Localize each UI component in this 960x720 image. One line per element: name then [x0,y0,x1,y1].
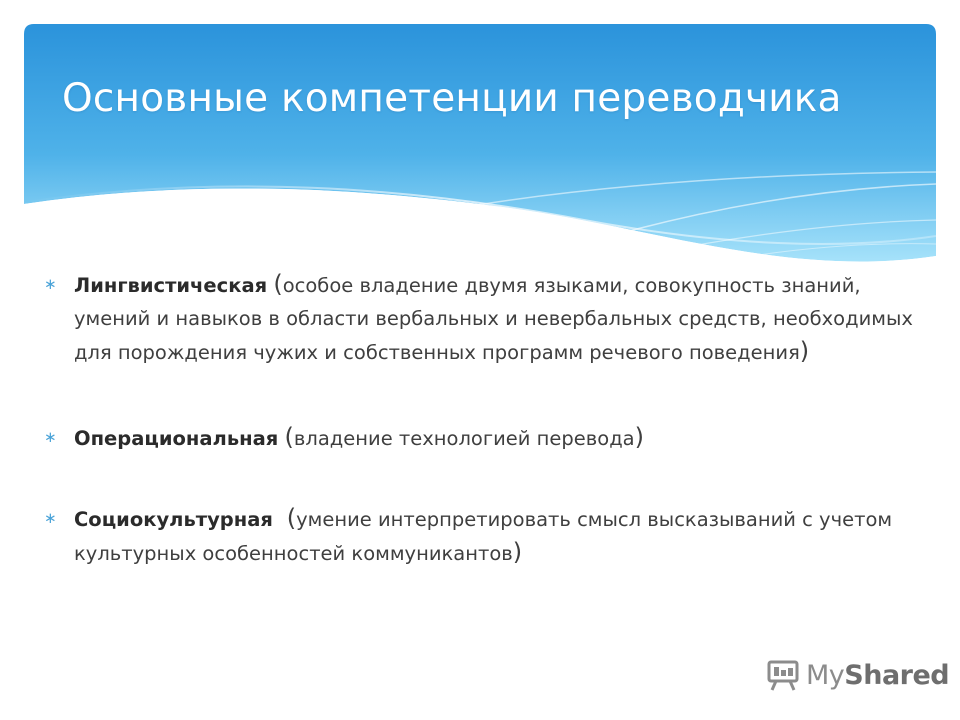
wave-banner-graphic [24,24,936,269]
list-item: ∗ Социокультурная (умение интерпретировать смысл высказываний с учетом культурных особенностей коммуникантов) [44,504,893,566]
asterisk-bullet-icon: ∗ [44,275,57,293]
item-term: Лингвистическая [74,274,268,297]
title-banner [24,24,936,269]
item-description: умение интерпретировать смысл высказываний с учетом культурных особенностей коммуникантов [74,508,893,565]
myshared-watermark [766,655,949,695]
item-description: особое владение двумя языками, совокупность знаний, умений и навыков в области вербальных и невербальных средств, необходимых для порождения чужих и собственных программ речевого поведения [74,274,913,364]
list-item: ∗ Операциональная (владение технологией перевода) [44,421,924,455]
asterisk-bullet-icon: ∗ [44,509,57,527]
item-term: Операциональная [74,427,279,450]
asterisk-bullet-icon: ∗ [44,428,57,446]
item-term: Социокультурная [74,508,273,531]
watermark-brand-bold: Shared [844,659,950,691]
item-description: владение технологией перевода [293,427,635,450]
slide-title: Основные компетенции переводчика [62,76,842,121]
competency-list [44,268,924,570]
watermark-brand-light: My [806,659,845,691]
list-item: ∗ Лингвистическая (особое владение двумя языками, совокупность знаний, умений и навыков в области вербальных и невербальных средств, необходимых для порождения чужих и собственных программ речевого поведения) [44,270,913,365]
presentation-board-icon [766,658,800,692]
